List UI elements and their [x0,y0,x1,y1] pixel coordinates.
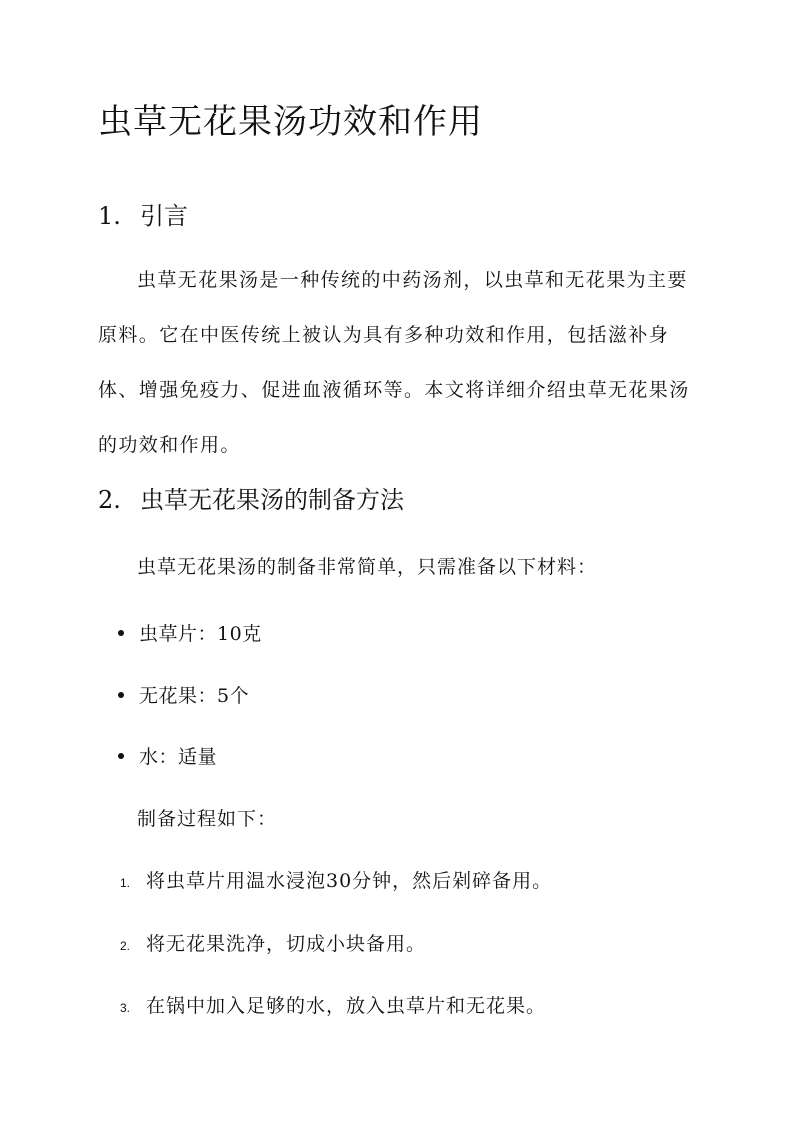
bullet-icon [118,753,124,759]
list-item [118,742,217,769]
list-item [120,866,552,893]
ingredient-text: 无花果：5个 [139,685,250,707]
step-number: 1. [120,876,131,890]
section-heading-introduction [98,196,188,231]
bullet-icon [118,692,124,698]
step-number: 3. [120,1001,131,1015]
list-item [120,929,426,956]
list-item [118,619,262,646]
introduction-paragraph: 虫草无花果汤是一种传统的中药汤剂，以虫草和无花果为主要原料。它在中医传统上被认为具有多种功效和作用，包括滋补身体、增强免疫力、促进血液循环等。本文将详细介绍虫草无花果汤的功效和作用。 [98,269,690,456]
step-text: 在锅中加入足够的水，放入虫草片和无花果。 [146,995,547,1017]
section-title: 虫草无花果汤的制备方法 [140,486,404,514]
preparation-intro: 虫草无花果汤的制备非常简单，只需准备以下材料： [137,556,598,578]
ingredient-text: 水：适量 [139,746,218,768]
bullet-icon [118,630,124,636]
step-number: 2. [120,939,131,953]
section-number: 2. [98,486,121,514]
section-number: 1. [98,202,121,230]
section-heading-preparation [98,480,404,515]
step-text: 将无花果洗净，切成小块备用。 [146,933,427,955]
step-text: 将虫草片用温水浸泡30分钟，然后剁碎备用。 [146,870,553,892]
process-label: 制备过程如下： [137,808,278,830]
document-title: 虫草无花果汤功效和作用 [98,102,483,142]
ingredient-text: 虫草片：10克 [139,623,262,645]
list-item [120,991,546,1018]
section-title: 引言 [140,202,188,230]
list-item [118,681,249,708]
